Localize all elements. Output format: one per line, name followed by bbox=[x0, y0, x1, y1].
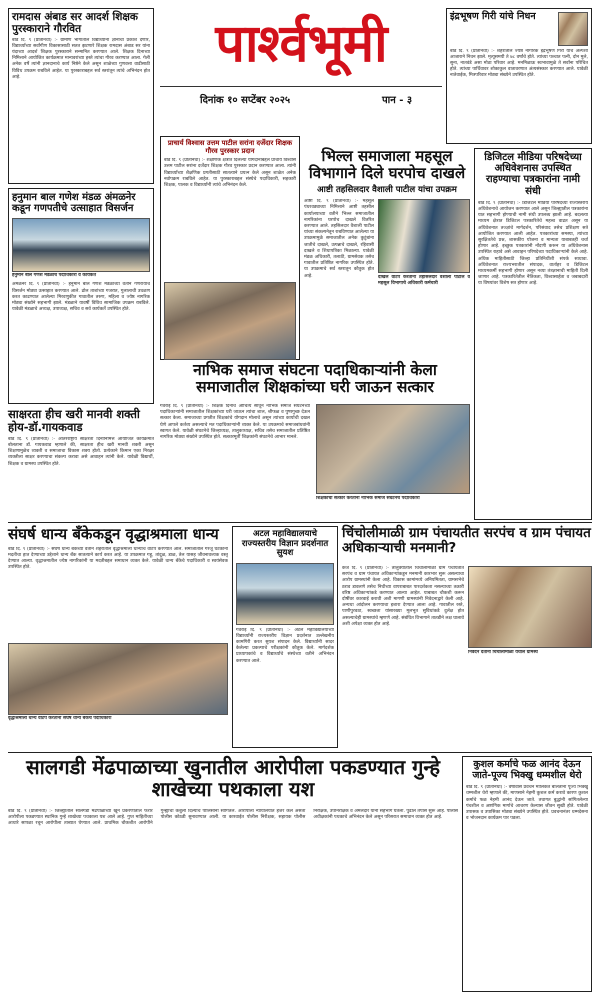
headline-ganesh: हनुमान बाल गणेश मंडळ अंमळनेर कडून गणपतीचे उत्साहात विसर्जन bbox=[12, 192, 136, 215]
story-murder bbox=[8, 756, 458, 992]
headline-digital: डिजिटल मीडिया परिषदेच्या अधिवेशनास उपस्थित राहण्याचा पत्रकारांना नामी संधी bbox=[484, 152, 582, 197]
grain-photo bbox=[8, 643, 228, 715]
headline-principal: प्राचार्य विश्वास उत्तम पाटील सरांना दर्जेदार शिक्षक गौरव पुरस्कार प्रदान bbox=[167, 139, 293, 155]
caption-chincholi: निवेदन देताना चिंचोलीमाळी येथील ग्रामस्थ bbox=[468, 650, 538, 655]
body-grain: बीड दि. ९ (प्रतिनिधी) :- संघर्ष धान्य बँकेच्या वतीने शहरातील वृद्धाश्रमाला धान्याचे वाटप करण्यात आले. समाजातील गरजू घटकांना मदतीचा हात देण्याच्या उद्देशाने धान्य बँक सातत्याने कार्य करत आहे. या उपक्रमात गहू, तांदूळ, डाळ, तेल यासह जीवनावश्यक वस्तू देण्यात आल्या. वृद्धाश्रमातील ज्येष्ठ नागरिकांनी या मदतीबद्दल समाधान व्यक्त केले. यावेळी धान्य बँकेचे पदाधिकारी व स्वयंसेवक उपस्थित होते. bbox=[8, 546, 228, 571]
divider-mid bbox=[8, 522, 592, 523]
body-digital: बीड दि. ९ (प्रतिनिधी) :- डिजिटल मीडिया परिषदेच्या राज्यस्तरीय अधिवेशनाचे आयोजन करण्यात आले असून जिल्ह्यातील पत्रकारांना यात सहभागी होण्याची नामी संधी उपलब्ध झाली आहे. बदलत्या माध्यम क्षेत्रात डिजिटल पत्रकारितेचे महत्त्व वाढत असून या अधिवेशनात तज्ज्ञांचे मार्गदर्शन, परिसंवाद तसेच प्रशिक्षण सत्रे आयोजित करण्यात आली आहेत. पत्रकारांच्या समस्या, त्यांच्या सुरक्षिततेचे प्रश्न, शासकीय योजना व मान्यता याबाबतही चर्चा होणार आहे. इच्छुक पत्रकारांनी नोंदणी करून या अधिवेशनास उपस्थित राहावे असे आवाहन परिषदेच्या पदाधिकाऱ्यांनी केले आहे. अधिक माहितीसाठी जिल्हा प्रतिनिधींशी संपर्क साधावा. अधिवेशनात राज्यभरातील संपादक, वार्ताहर व डिजिटल माध्यमकर्मी सहभागी होणार असून नव्या तंत्रज्ञानाची माहिती दिली जाणार आहे. पत्रकारितेतील नैतिकता, विश्वासार्हता व जबाबदारी या विषयांवर विशेष सत्र होणार आहे. bbox=[478, 200, 588, 287]
masthead bbox=[160, 8, 442, 132]
body-award: बीड दि. ९ (प्रतिनिधी) :- ग्रामीण भागातील विद्यार्थ्यांना ज्ञानाचा प्रकाश देणारे, विद्यार्थ्यांच्या सर्वांगीण विकासासाठी सतत झटणारे शिक्षक रामदास अंबाड सर यांना यंदाच्या आदर्श शिक्षक पुरस्काराने सन्मानित करण्यात आले. शिक्षक दिनाच्या निमित्ताने आयोजित कार्यक्रमात मान्यवरांच्या हस्ते त्यांचा गौरव करण्यात आला. गेली अनेक वर्षे त्यांनी ज्ञानदानाचे कार्य निष्ठेने केले असून शाळेच्या गुणवत्ता वाढीसाठी विविध उपक्रम राबविले आहेत. या पुरस्काराबद्दल सर्व स्तरांतून त्यांचे अभिनंदन होत आहे. bbox=[12, 37, 150, 80]
story-bhil bbox=[304, 148, 470, 360]
headline-grain: संघर्ष धान्य बँकेकडून वृद्धाश्रमाला धान्य bbox=[8, 525, 219, 543]
divider-bottom bbox=[8, 752, 592, 753]
story-literacy bbox=[8, 408, 154, 518]
story-chincholi bbox=[342, 526, 592, 748]
chincholi-photo bbox=[468, 566, 592, 648]
headline-award: रामदास अंबाड सर आदर्श शिक्षक पुरस्काराने गौरवित bbox=[12, 11, 138, 35]
caption-grain: वृद्धाश्रमाला धान्य वाटप करताना संघर्ष धान्य बँकेचे पदाधिकारी bbox=[8, 715, 112, 721]
headline-chincholi: चिंचोलीमाळी ग्राम पंचायतीत सरपंच व ग्राम पंचायत अधिकाऱ्याची मनमानी? bbox=[342, 525, 591, 557]
body-principal: बीड दि. ९ (प्रतिनिधी) :- शैक्षणिक क्षेत्रात दिलेल्या योगदानाबद्दल प्राचार्य विश्वास उत्तम पाटील सरांना दर्जेदार शिक्षक गौरव पुरस्कार प्रदान करण्यात आला. त्यांनी विद्यार्थ्यांच्या शैक्षणिक प्रगतीसाठी सातत्याने प्रयत्न केले असून शाळेत अनेक नवोपक्रम राबविले आहेत. या पुरस्काराबद्दल संस्थेचे पदाधिकारी, सहकारी शिक्षक, पालक व विद्यार्थ्यांनी त्यांचे अभिनंदन केले. bbox=[164, 158, 296, 189]
headline-literacy: साक्षरता हीच खरी मानवी शक्ती होय-डॉ.गायकवाड bbox=[8, 407, 140, 434]
masthead-divider bbox=[160, 86, 442, 87]
headline-nabhik: नाभिक समाज संघटना पदाधिकाऱ्यांनी केला समाजातील शिक्षकांच्या घरी जाऊन सत्कार bbox=[193, 361, 437, 397]
caption-bhil: दाखले वाटप करताना तहसिलदार वैशाली पाटील व महसूल विभागाचे अधिकारी कर्मचारी bbox=[378, 275, 470, 287]
story-science bbox=[232, 526, 338, 748]
story-award bbox=[8, 8, 154, 184]
body-murder: बीड दि. ९ (प्रतिनिधी) :- जिल्ह्यातील सालगडी मेंढपाळाच्या खून प्रकरणातील फरार आरोपीला पकडण्यात स्थानिक गुन्हे शाखेच्या पथकाला यश आले आहे. गुप्त माहितीच्या आधारे सापळा रचून आरोपीला ताब्यात घेण्यात आले. प्राथमिक चौकशीत आरोपीने गुन्ह्याची कबुली दिल्याचे पोलिसांनी सांगितले. आरोपीला न्यायालयात हजर केले असता पोलीस कोठडी सुनावण्यात आली. या कारवाईत पोलीस निरीक्षक, सहायक पोलीस निरीक्षक, उपनिरीक्षक व अंमलदार यांनी सहभाग घेतला. पुढील तपास सुरू आहे. पोलीस अधीक्षकांनी पथकाचे अभिनंदन केले असून परिसरात समाधान व्यक्त होत आहे. bbox=[8, 808, 458, 827]
body-ganesh: अंमळनेर दि. ९ (प्रतिनिधी) :- हनुमान बाल गणेश मंडळाच्या वतीने गणरायाचे विसर्जन मोठ्या उत्साहात करण्यात आले. ढोल ताशांच्या गजरात, गुलालाची उधळण करत काढण्यात आलेल्या मिरवणुकीत गावातील तरुण, महिला व ज्येष्ठ नागरिक मोठ्या संख्येने सहभागी झाले. मंडळाने यावर्षी विविध सामाजिक उपक्रम राबविले. यावेळी मंडळाचे अध्यक्ष, उपाध्यक्ष, सचिव व सर्व कार्यकर्ते उपस्थित होते. bbox=[12, 282, 150, 313]
story-nabhik bbox=[160, 362, 470, 518]
story-obituary bbox=[446, 8, 592, 144]
story-ganesh bbox=[8, 188, 154, 404]
headline-murder: सालगडी मेंढपाळाच्या खुनातील आरोपीला पकडण्यात गुन्हे शाखेच्या पथकाला यश bbox=[26, 755, 440, 802]
bhil-photo bbox=[378, 199, 470, 273]
body-nabhik: गेवराई दि. ९ (प्रतिनिधी) :- शिक्षक दिनाचे औचित्य साधून नाभिक समाज संघटनेच्या पदाधिकाऱ्यांनी समाजातील शिक्षकांच्या घरी जाऊन त्यांचा शाल, श्रीफळ व पुष्पगुच्छ देऊन सत्कार केला. समाजाच्या प्रगतीत शिक्षकांचे योगदान मोलाचे असून त्यांच्या कार्याची दखल घेणे आपले कर्तव्य असल्याचे मत पदाधिकाऱ्यांनी व्यक्त केले. या उपक्रमाचे समाजबांधवांनी स्वागत केले. यावेळी संघटनेचे जिल्हाध्यक्ष, तालुकाध्यक्ष, सचिव तसेच समाजातील प्रतिष्ठित नागरिक मोठ्या संख्येने उपस्थित होते. सत्कारमूर्ती शिक्षकांनी संघटनेचे आभार मानले. bbox=[160, 404, 310, 441]
body-kushal: बीड दि. ९ (प्रतिनिधी) :- वर्षावास प्रवचन मालिकेत बोलताना पूज्य भिक्खु धम्मशील थेरो म्हणाले की, माणसाने नेहमी कुशल कर्म करावे कारण कुशल कर्माचे फळ नेहमी आनंद देऊन जाते. तथागत बुद्धांनी सांगितलेल्या पंचशील व अष्टांगिक मार्गाचे आचरण केल्यास जीवन सुखी होते. यावेळी उपासक व उपासिका मोठ्या संख्येने उपस्थित होते. प्रवचनानंतर धम्मदेसना व भोजनदान कार्यक्रम पार पडला. bbox=[466, 785, 588, 822]
headline-science: अटल महाविद्यालयाचे राज्यस्तरीय विज्ञान प्रदर्शनात सुयश bbox=[241, 529, 329, 559]
headline-obituary: इंद्रभूषण गिरी यांचे निधन bbox=[450, 11, 536, 22]
body-literacy: बीड दि. ९ (प्रतिनिधी) :- आंतरराष्ट्रीय साक्षरता दिनानिमित्त आयोजित कार्यक्रमात बोलताना डॉ. गायकवाड म्हणाले की, साक्षरता हीच खरी मानवी शक्ती असून शिक्षणामुळेच व्यक्ती व समाजाचा विकास शक्य होतो. प्रत्येकाने किमान एका निरक्षर व्यक्तीला साक्षर करण्याचा संकल्प करावा असे आवाहन त्यांनी केले. यावेळी विद्यार्थी, शिक्षक व ग्रामस्थ उपस्थित होते. bbox=[8, 436, 154, 467]
caption-ganesh: हनुमान बाल गणेश मंडळाचे पदाधिकारी व कार्यकर्ते bbox=[12, 273, 96, 279]
headline-bhil: भिल्ल समाजाला महसूल विभागाने दिले घरपोच दाखले bbox=[308, 147, 466, 182]
body-obituary: बीड दि. ९ (प्रतिनिधी) :- शहरातील ज्येष्ठ नागरिक इंद्रभूषण गिरी यांचे अल्पशा आजाराने निधन झाले. मृत्यूसमयी ते ७८ वर्षांचे होते. त्यांच्या पश्चात पत्नी, दोन मुले, सुना, नातवंडे असा मोठा परिवार आहे. मनमिळाऊ स्वभावामुळे ते सर्वांना परिचित होते. त्यांच्या पार्थिवावर शोकाकुल वातावरणात अंत्यसंस्कार करण्यात आले. यावेळी नातेवाईक, मित्रपरिवार मोठ्या संख्येने उपस्थित होते. bbox=[450, 48, 588, 79]
masthead-date: दिनांक १० सप्टेंबर २०२५ bbox=[200, 95, 291, 106]
caption-nabhik: शिक्षकांचा सत्कार करताना नाभिक समाज संघटनेचे पदाधिकारी bbox=[316, 496, 420, 501]
story-grain bbox=[8, 526, 228, 748]
nabhik-photo bbox=[316, 404, 470, 494]
body-bhil: आष्टी दि. ९ (प्रतिनिधी) :- महसूल पंधरवड्याच्या निमित्ताने आष्टी तहसील कार्यालयाच्या वतीने भिल्ल समाजातील नागरिकांना घरपोच दाखले वितरित करण्यात आले. तहसिलदार वैशाली पाटील यांच्या संकल्पनेतून राबविण्यात आलेल्या या उपक्रमामुळे समाजातील अनेक कुटुंबांना जातीचे दाखले, उत्पन्नाचे दाखले, रहिवासी दाखले व शिधापत्रिका मिळाल्या. यावेळी मंडळ अधिकारी, तलाठी, ग्रामसेवक तसेच गावातील प्रतिष्ठित नागरिक उपस्थित होते. या उपक्रमाचे सर्व स्तरातून कौतुक होत आहे. bbox=[304, 199, 374, 279]
story-principal bbox=[160, 136, 300, 360]
obituary-photo bbox=[558, 12, 588, 46]
principal-photo bbox=[164, 282, 296, 360]
body-chincholi: केज दि. ९ (प्रतिनिधी) :- तालुक्यातील चिंचोलीमाळी ग्राम पंचायतीत सरपंच व ग्राम पंचायत अधिकाऱ्यांकडून मनमानी कारभार सुरू असल्याचा आरोप ग्रामस्थांनी केला आहे. विकास कामांमध्ये अनियमितता, ग्रामसभेचे ठराव डावलणे तसेच निधीच्या वापराबाबत पारदर्शकता नसल्याच्या तक्रारी वरिष्ठ अधिकाऱ्यांकडे करण्यात आल्या आहेत. याबाबत चौकशी करून दोषींवर कारवाई करावी अशी मागणी ग्रामस्थांनी निवेदनाद्वारे केली आहे. अन्यथा आंदोलन करण्याचा इशारा देण्यात आला आहे. गावातील रस्ते, पाणीपुरवठा, स्वच्छता यांसारख्या मूलभूत सुविधांकडे दुर्लक्ष होत असल्याचेही ग्रामस्थांचे म्हणणे आहे. संबंधित विभागाने तातडीने लक्ष घालावे अशी अपेक्षा व्यक्त होत आहे. bbox=[342, 566, 464, 627]
masthead-title: पार्श्वभूमी bbox=[215, 13, 387, 74]
body-science: गेवराई दि. ९ (प्रतिनिधी) :- अटल महाविद्यालयाच्या विद्यार्थ्यांनी राज्यस्तरीय विज्ञान प्रदर्शनात उल्लेखनीय कामगिरी करत सुयश संपादन केले. विद्यार्थ्यांनी सादर केलेल्या प्रकल्पाचे परीक्षकांनी कौतुक केले. मार्गदर्शक प्राध्यापकांचे व विद्यार्थ्यांचे संस्थेच्या वतीने अभिनंदन करण्यात आले. bbox=[236, 627, 334, 664]
masthead-page: पान - ३ bbox=[382, 95, 413, 106]
story-kushal bbox=[462, 756, 592, 992]
headline-kushal: कुशल कर्माचे फळ आनंद देऊन जाते-पूज्य भिक्खु धम्मशील थेरो bbox=[472, 759, 582, 781]
subhead-bhil: आष्टी तहसिलदार वैशाली पाटील यांचा उपक्रम bbox=[317, 184, 457, 195]
science-photo bbox=[236, 563, 334, 625]
story-digital bbox=[474, 148, 592, 520]
ganesh-photo bbox=[12, 218, 150, 272]
